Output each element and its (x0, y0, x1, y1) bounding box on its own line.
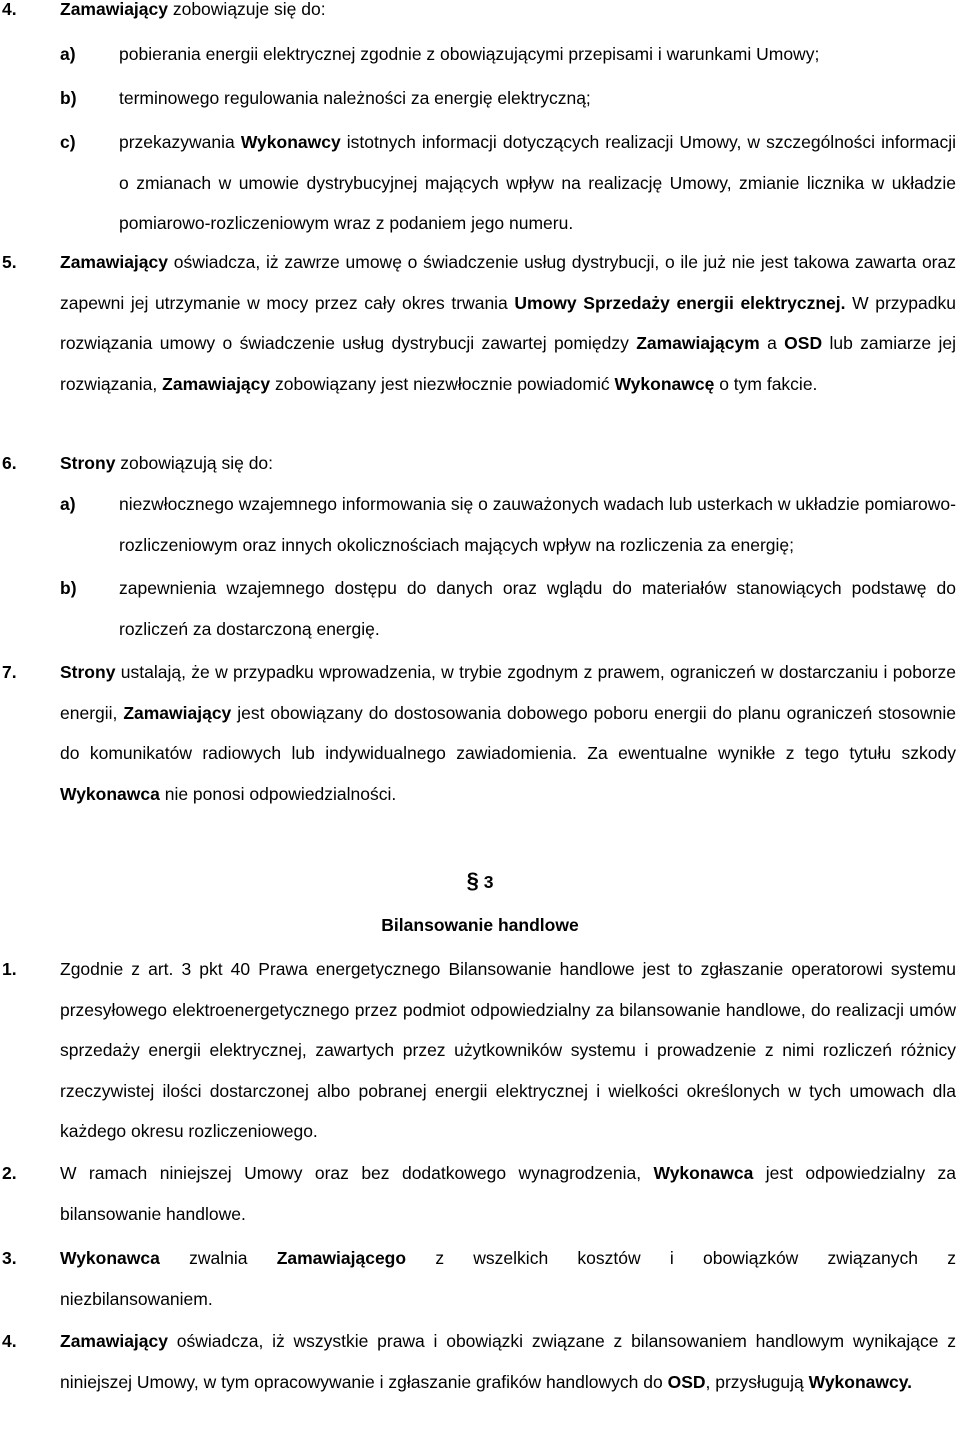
subitem-text: przekazywania Wykonawcy istotnych informacji dotyczących realizacji Umowy, w szczególności informacji o zmianach w umowie dystrybucyjnej mających wpływ na realizację Umowy, zmianie licznika w układzie pomiarowo-rozliczeniowym wraz z podaniem jego numeru. (119, 132, 957, 233)
item-number: 1. (2, 959, 17, 979)
subitem-text: zapewnienia wzajemnego dostępu do danych oraz wglądu do materiałów stanowiących podstawę do rozliczeń za dostarczoną energię. (119, 578, 956, 639)
subitem-label: b) (60, 88, 77, 108)
subitem-text: pobierania energii elektrycznej zgodnie z obowiązującymi przepisami i warunkami Umowy; (119, 44, 820, 64)
item-text: Wykonawca zwalnia Zamawiającego z wszelkich kosztów i obowiązków związanych z niezbilansowaniem. (60, 1248, 956, 1309)
item-text: Zamawiający zobowiązuje się do: (60, 0, 326, 19)
item-text: Zgodnie z art. 3 pkt 40 Prawa energetycznego Bilansowanie handlowe jest to zgłaszanie operatorowi systemu przesyłowego elektroenergetycznego przez podmiot odpowiedzialny za bilansowanie handlowe, do realizacji umów sprzedaży energii elektrycznej, zawartych przez użytkowników systemu i prowadzenie z nimi rozliczeń różnicy rzeczywistej ilości dostarczonej albo pobranej energii elektrycznej i wielkości określonych w tych umowach dla każdego okresu rozliczeniowego. (60, 959, 956, 1141)
item-number: 3. (2, 1248, 17, 1268)
item-number: 6. (2, 453, 17, 473)
item-text: Zamawiający oświadcza, iż wszystkie prawa i obowiązki związane z bilansowaniem handlowym wynikające z niniejszej Umowy, w tym opracowywanie i zgłaszanie grafików handlowych do OSD, przysługują Wykonawcy. (60, 1331, 956, 1392)
section-title: Bilansowanie handlowe (381, 915, 579, 935)
subitem-label: a) (60, 44, 76, 64)
subitem-text: terminowego regulowania należności za energię elektryczną; (119, 88, 591, 108)
item-number: 4. (2, 1331, 17, 1351)
item-text: W ramach niniejszej Umowy oraz bez dodatkowego wynagrodzenia, Wykonawca jest odpowiedzialny za bilansowanie handlowe. (60, 1163, 956, 1224)
item-text: Strony ustalają, że w przypadku wprowadzenia, w trybie zgodnym z prawem, ograniczeń w dostarczaniu i poborze energii, Zamawiający jest obowiązany do dostosowania dobowego poboru energii do planu ograniczeń stosownie do komunikatów radiowych lub indywidualnego zawiadomienia. Za ewentualne wynikłe z tego tytułu szkody Wykonawca nie ponosi odpowiedzialności. (60, 662, 956, 804)
subitem-label: b) (60, 578, 77, 598)
subitem-text: niezwłocznego wzajemnego informowania się o zauważonych wadach lub usterkach w układzie pomiarowo-rozliczeniowym oraz innych okolicznościach mających wpływ na rozliczenia za energię; (119, 494, 956, 555)
item-number: 5. (2, 252, 17, 272)
item-text: Strony zobowiązują się do: (60, 453, 274, 473)
item-number: 4. (2, 0, 17, 19)
item-number: 7. (2, 662, 17, 682)
item-text: Zamawiający oświadcza, iż zawrze umowę o świadczenie usług dystrybucji, o ile już nie jest takowa zawarta oraz zapewni jej utrzymanie w mocy przez cały okres trwania Umowy Sprzedaży energii elektrycznej. W przypadku rozwiązania umowy o świadczenie usług dystrybucji zawartej pomiędzy Zamawiającym a OSD lub zamiarze jej rozwiązania, Zamawiający zobowiązany jest niezwłocznie powiadomić Wykonawcę o tym fakcie. (60, 252, 956, 394)
item-number: 2. (2, 1163, 17, 1183)
subitem-label: c) (60, 132, 76, 152)
section-number: § 3 (466, 868, 494, 893)
subitem-label: a) (60, 494, 76, 514)
